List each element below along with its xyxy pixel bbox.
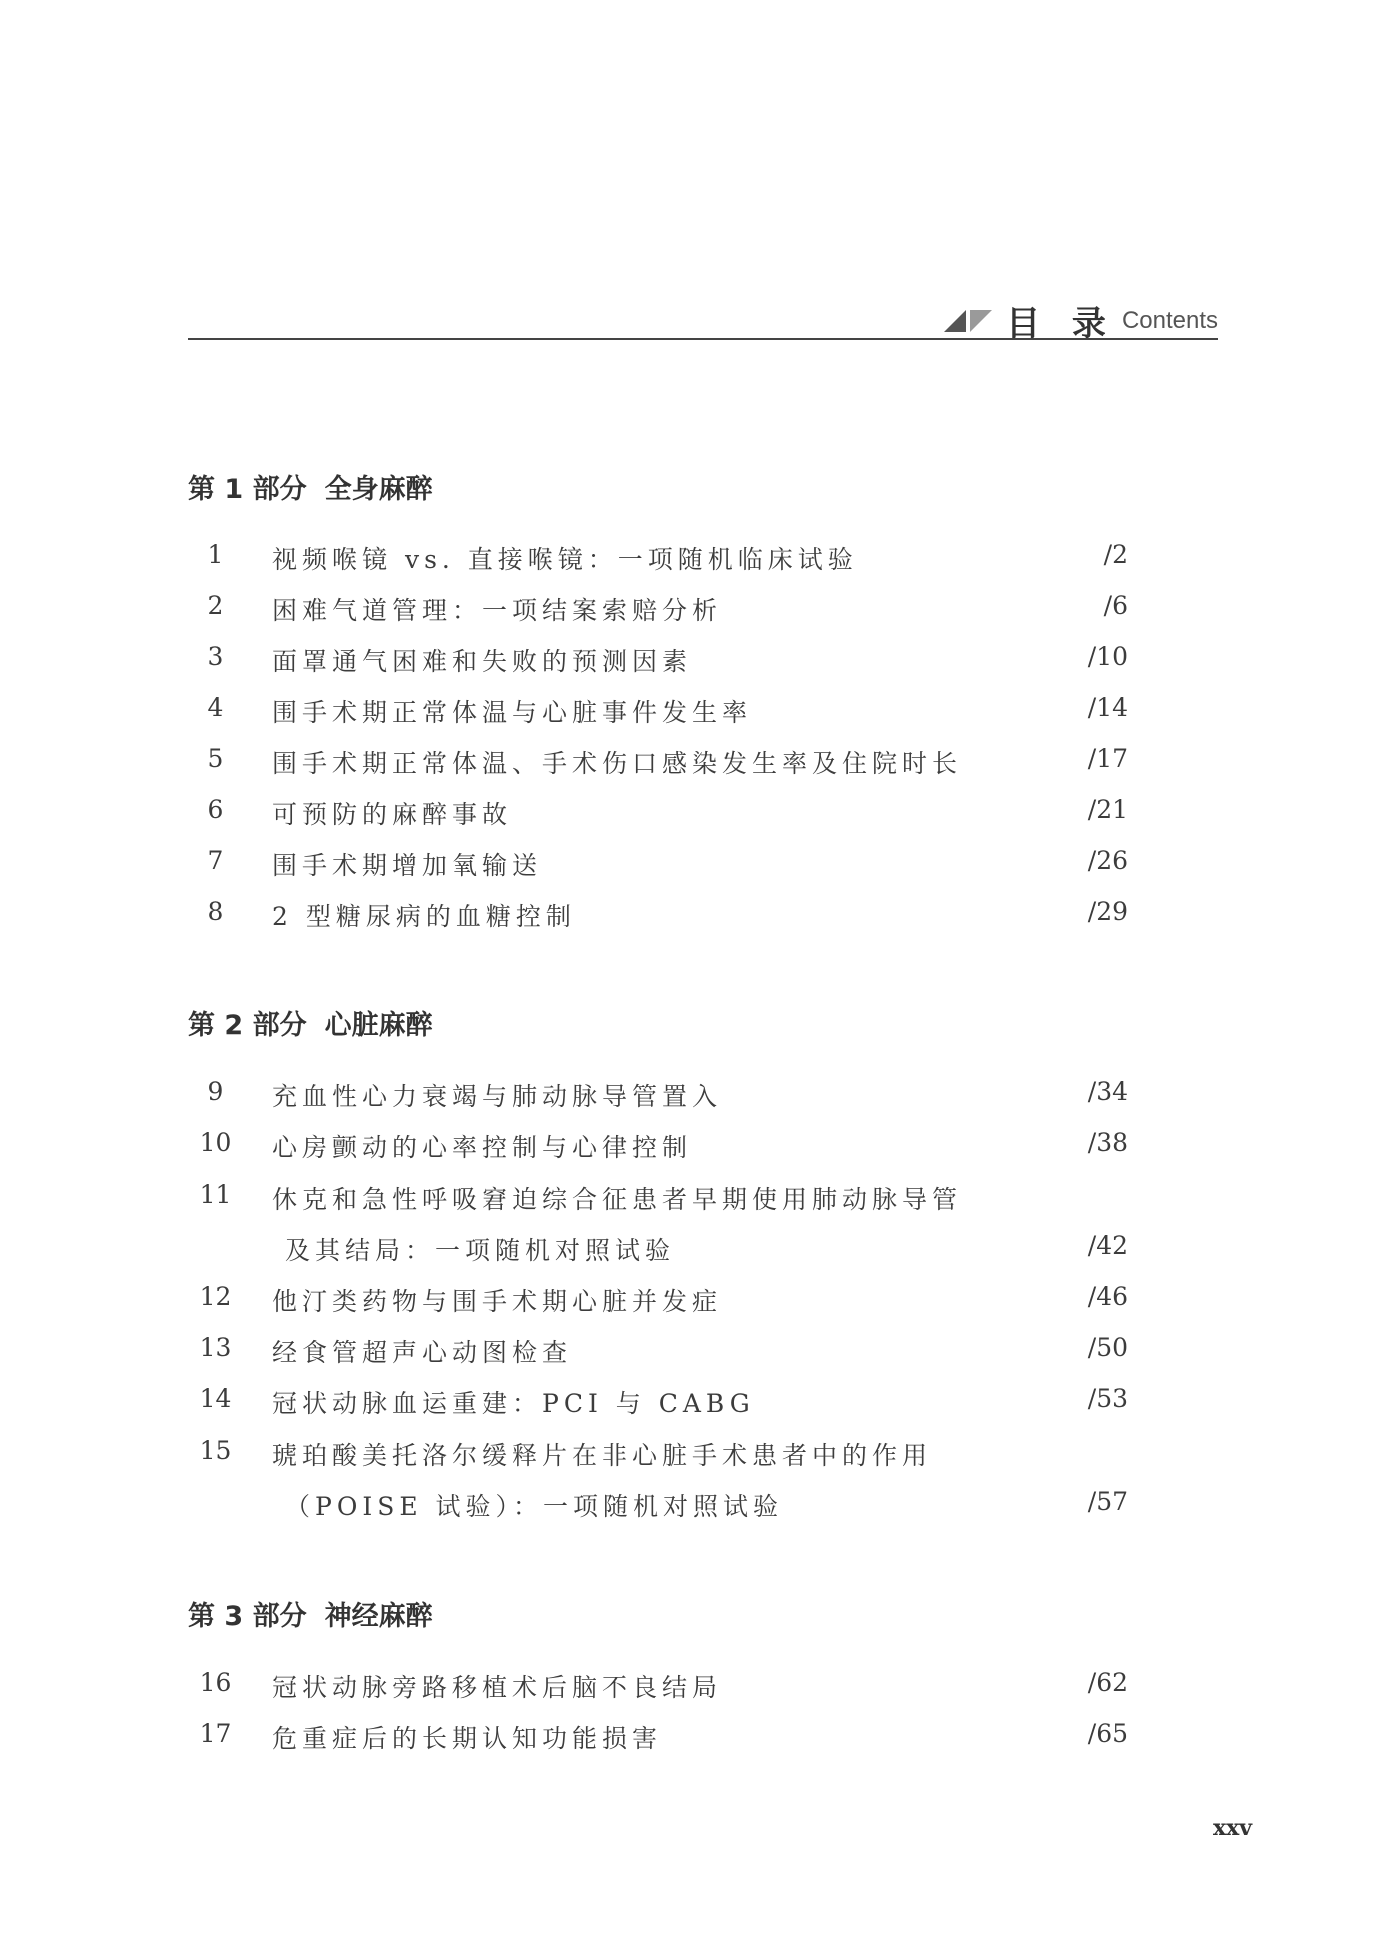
entry-title: 视频喉镜 vs. 直接喉镜：一项随机临床试验 — [272, 545, 858, 574]
entry-title: 休克和急性呼吸窘迫综合征患者早期使用肺动脉导管 — [272, 1185, 963, 1214]
toc-entry[interactable] — [188, 1436, 1128, 1476]
entry-number: 9 — [207, 1077, 224, 1106]
toc-title-en: Contents — [1121, 306, 1218, 334]
entry-title: 围手术期正常体温、手术伤口感染发生率及住院时长 — [272, 749, 963, 778]
entry-title: 心房颤动的心率控制与心律控制 — [272, 1133, 693, 1162]
part-name: 心脏麻醉 — [324, 1010, 433, 1041]
toc-entry[interactable] — [188, 591, 1128, 631]
toc-entry[interactable] — [188, 1077, 1128, 1117]
entry-number: 15 — [199, 1436, 232, 1465]
entry-title: 经食管超声心动图检查 — [272, 1338, 573, 1367]
entry-number: 4 — [207, 693, 224, 722]
entry-page: /42 — [1087, 1231, 1128, 1260]
toc-entry[interactable] — [188, 693, 1128, 733]
entry-title: 他汀类药物与围手术期心脏并发症 — [272, 1287, 723, 1316]
toc-entry[interactable] — [188, 897, 1128, 937]
part-label: 第 1 部分 — [188, 474, 307, 505]
entry-title: 琥珀酸美托洛尔缓释片在非心脏手术患者中的作用 — [272, 1441, 933, 1470]
entry-page: /26 — [1087, 846, 1128, 875]
entry-number: 16 — [199, 1668, 232, 1697]
entry-title: 可预防的麻醉事故 — [272, 800, 513, 829]
entry-page: /10 — [1087, 642, 1128, 671]
part-name: 神经麻醉 — [324, 1601, 433, 1632]
entry-page: /53 — [1087, 1384, 1128, 1413]
entry-title: 危重症后的长期认知功能损害 — [272, 1724, 663, 1753]
triangle-decoration-icon — [944, 310, 966, 332]
entry-title: 充血性心力衰竭与肺动脉导管置入 — [272, 1082, 723, 1111]
part-label: 第 2 部分 — [188, 1010, 307, 1041]
part-title — [188, 1003, 433, 1042]
toc-entry[interactable] — [188, 795, 1128, 835]
toc-entry[interactable] — [188, 744, 1128, 784]
entry-number: 11 — [199, 1180, 232, 1209]
toc-entry[interactable] — [188, 1128, 1128, 1168]
entry-number: 12 — [199, 1282, 232, 1311]
entry-title: 围手术期增加氧输送 — [272, 851, 543, 880]
entry-number: 17 — [199, 1719, 232, 1748]
header-rule — [188, 338, 1218, 340]
entry-number: 10 — [199, 1128, 232, 1157]
triangle-decoration-icon — [970, 310, 992, 332]
toc-entry[interactable] — [188, 540, 1128, 580]
entry-number: 14 — [199, 1384, 232, 1413]
part-label: 第 3 部分 — [188, 1601, 307, 1632]
entry-page: /50 — [1087, 1333, 1128, 1362]
toc-entry[interactable] — [188, 1719, 1128, 1759]
entry-title: 2 型糖尿病的血糖控制 — [272, 902, 576, 931]
entry-page: /2 — [1103, 540, 1128, 569]
entry-page: /6 — [1103, 591, 1128, 620]
page-number: xxv — [1212, 1815, 1252, 1841]
part-title — [188, 467, 433, 506]
toc-entry[interactable] — [188, 642, 1128, 682]
toc-entry[interactable] — [188, 1668, 1128, 1708]
entry-page: /38 — [1087, 1128, 1128, 1157]
entry-page: /62 — [1087, 1668, 1128, 1697]
entry-title: 及其结局：一项随机对照试验 — [285, 1236, 676, 1265]
entry-page: /29 — [1087, 897, 1128, 926]
entry-number: 8 — [207, 897, 224, 926]
entry-page: /34 — [1087, 1077, 1128, 1106]
entry-number: 13 — [199, 1333, 232, 1362]
entry-page: /46 — [1087, 1282, 1128, 1311]
entry-title: 围手术期正常体温与心脏事件发生率 — [272, 698, 753, 727]
toc-entry[interactable] — [188, 1333, 1128, 1373]
entry-title: （POISE 试验）：一项随机对照试验 — [285, 1492, 784, 1521]
entry-number: 5 — [207, 744, 224, 773]
entry-number: 7 — [207, 846, 224, 875]
toc-entry[interactable] — [188, 1180, 1128, 1220]
entry-number: 3 — [207, 642, 224, 671]
entry-page: /14 — [1087, 693, 1128, 722]
entry-page: /17 — [1087, 744, 1128, 773]
toc-entry[interactable] — [188, 1384, 1128, 1424]
entry-number: 2 — [207, 591, 224, 620]
entry-number: 6 — [207, 795, 224, 824]
toc-entry[interactable] — [188, 1282, 1128, 1322]
entry-page: /65 — [1087, 1719, 1128, 1748]
entry-title: 冠状动脉血运重建：PCI 与 CABG — [272, 1389, 755, 1418]
entry-page: /21 — [1087, 795, 1128, 824]
part-title — [188, 1594, 433, 1633]
entry-title: 冠状动脉旁路移植术后脑不良结局 — [272, 1673, 723, 1702]
entry-page: /57 — [1087, 1487, 1128, 1516]
entry-title: 困难气道管理：一项结案索赔分析 — [272, 596, 723, 625]
entry-number: 1 — [207, 540, 224, 569]
entry-title: 面罩通气困难和失败的预测因素 — [272, 647, 693, 676]
toc-title-zh: 目 录 — [1006, 304, 1116, 344]
part-name: 全身麻醉 — [324, 474, 433, 505]
toc-entry[interactable] — [188, 846, 1128, 886]
toc-header — [188, 296, 1218, 344]
toc-entry-continuation[interactable] — [188, 1231, 1128, 1271]
toc-entry-continuation[interactable] — [188, 1487, 1128, 1527]
